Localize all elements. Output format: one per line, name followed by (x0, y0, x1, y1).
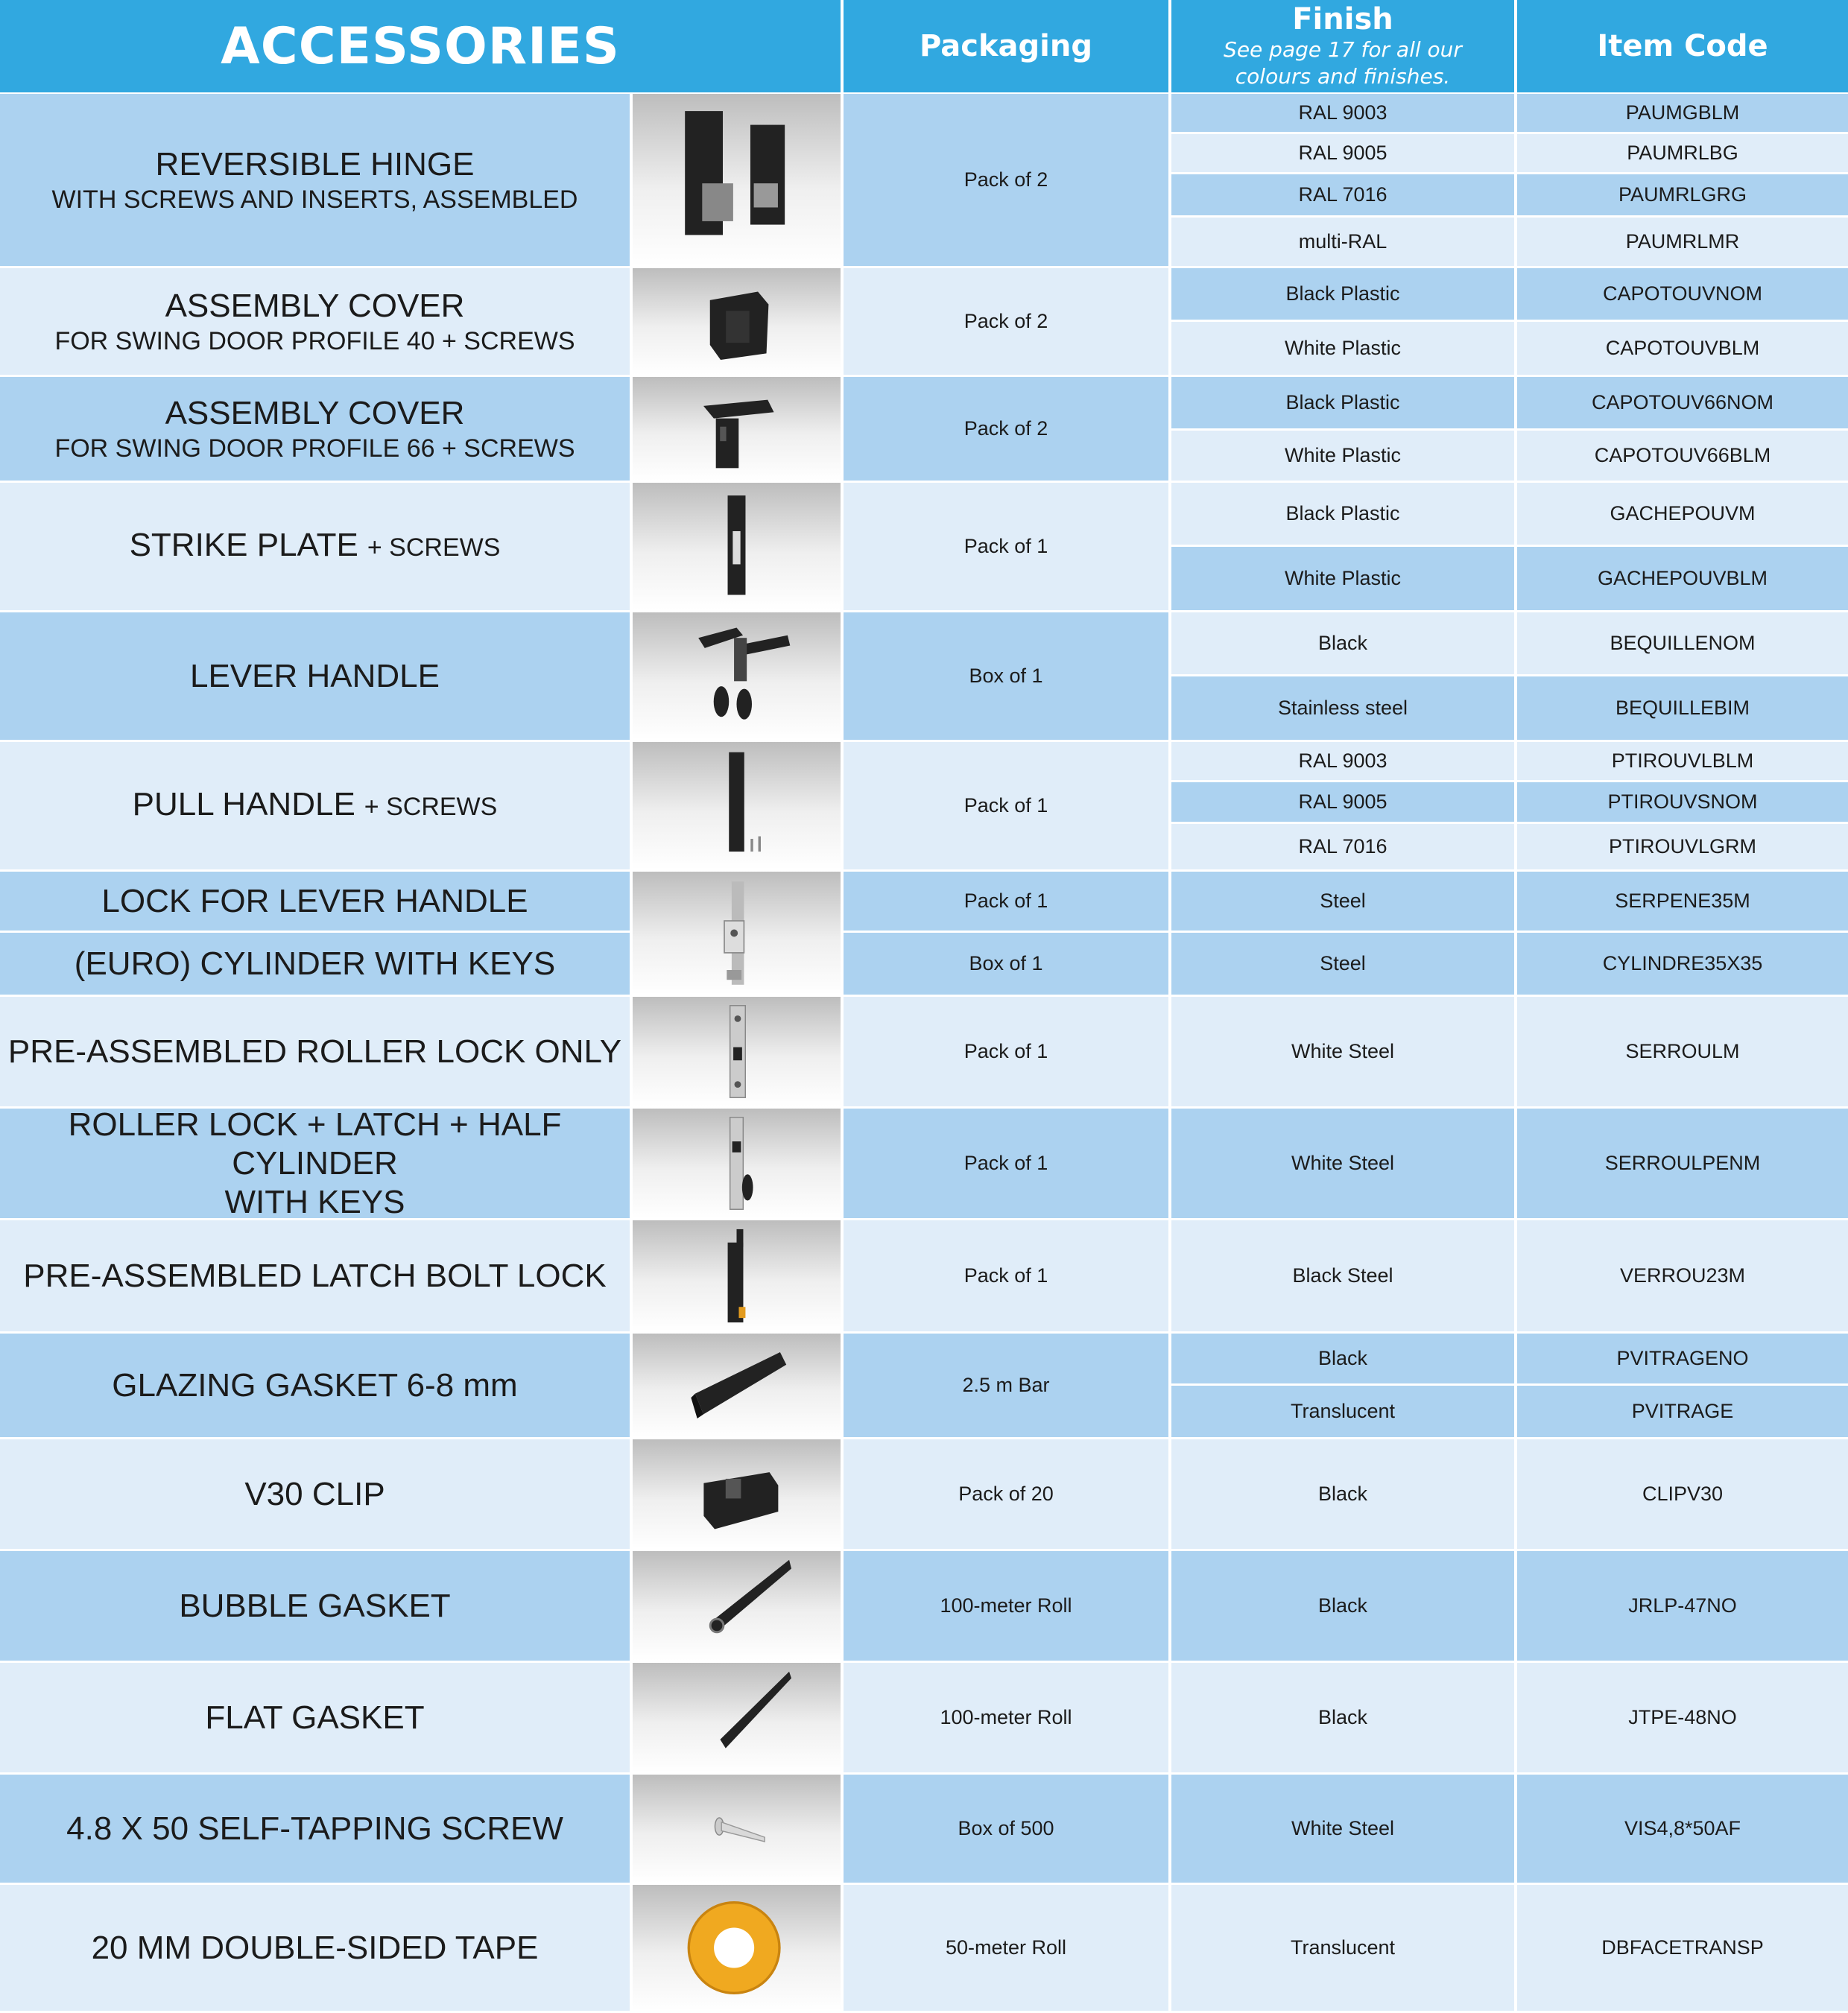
finish-cell (1171, 742, 1514, 780)
product-photo (633, 1439, 841, 1549)
product-photo (633, 1663, 841, 1772)
finish-value: RAL 9003 (1298, 101, 1387, 124)
finish-cell (1171, 1663, 1514, 1772)
bubble-gasket-icon (633, 1551, 841, 1661)
item-code-value: BEQUILLEBIM (1615, 697, 1750, 719)
finish-cell (1171, 134, 1514, 172)
product-name-cell (0, 933, 630, 995)
item-code-cell (1517, 377, 1848, 428)
product-name-text: GLAZING GASKET 6-8 mm (112, 1366, 518, 1404)
item-code-value: SERROULPENM (1604, 1152, 1761, 1174)
finish-cell (1171, 174, 1514, 215)
product-photo (633, 377, 841, 481)
finish-value: White Steel (1291, 1040, 1395, 1062)
product-photo (633, 1885, 841, 2011)
finish-cell (1171, 872, 1514, 931)
finish-value: RAL 7016 (1298, 835, 1387, 857)
item-code-value: CYLINDRE35X35 (1602, 952, 1763, 974)
lever-handle-icon (633, 612, 841, 740)
packaging-value: 50-meter Roll (945, 1936, 1067, 1959)
product-name-suffix: + SCREWS (367, 533, 501, 562)
item-code-cell (1517, 933, 1848, 995)
item-code-cell (1517, 483, 1848, 545)
item-code-cell (1517, 1663, 1848, 1772)
finish-value: Black (1317, 1347, 1368, 1369)
finish-cell (1171, 431, 1514, 481)
item-code-cell (1517, 872, 1848, 931)
finish-value: Black Plastic (1285, 502, 1400, 524)
finish-value: Translucent (1290, 1936, 1396, 1959)
finish-cell (1171, 268, 1514, 320)
product-name-text: V30 CLIP (244, 1475, 385, 1512)
item-code-cell (1517, 1551, 1848, 1661)
item-code-value: PTIROUVLGRM (1608, 835, 1757, 857)
product-photo (633, 1109, 841, 1218)
packaging-cell (844, 268, 1168, 375)
item-code-value: PVITRAGE (1631, 1400, 1734, 1422)
packaging-cell (844, 1220, 1168, 1331)
finish-cell (1171, 322, 1514, 375)
product-name-cell (0, 997, 630, 1106)
item-code-value: PVITRAGENO (1616, 1347, 1749, 1369)
packaging-value: Pack of 2 (963, 417, 1048, 440)
packaging-cell (844, 377, 1168, 481)
product-name-text: STRIKE PLATE (129, 527, 358, 563)
finish-cell (1171, 782, 1514, 822)
packaging-cell (844, 1551, 1168, 1661)
roller-lock-latch-icon (633, 1109, 841, 1218)
product-name-text: PRE-ASSEMBLED ROLLER LOCK ONLY (7, 1033, 622, 1070)
finish-cell (1171, 1551, 1514, 1661)
clip-icon (633, 1439, 841, 1549)
finish-cell (1171, 1885, 1514, 2011)
finish-cell (1171, 1109, 1514, 1218)
packaging-cell (844, 1663, 1168, 1772)
glazing-gasket-icon (633, 1334, 841, 1437)
finish-cell (1171, 1439, 1514, 1549)
product-photo (633, 742, 841, 869)
item-code-cell (1517, 268, 1848, 320)
tape-roll-icon (633, 1885, 841, 2011)
finish-cell (1171, 1334, 1514, 1383)
hinge-icon (633, 94, 841, 266)
product-name-cell (0, 94, 630, 266)
header-item-code-cell (1517, 0, 1848, 92)
product-name-cell (0, 483, 630, 610)
product-name (133, 785, 498, 826)
table-title: ACCESSORIES (221, 16, 620, 76)
finish-value: Stainless steel (1277, 697, 1408, 719)
product-name-text: FLAT GASKET (205, 1699, 425, 1736)
product-name-text: LEVER HANDLE (189, 657, 440, 694)
item-code-cell (1517, 742, 1848, 780)
finish-cell (1171, 483, 1514, 545)
product-name (92, 1929, 539, 1968)
packaging-value: Pack of 20 (958, 1483, 1054, 1505)
product-photo (633, 94, 841, 266)
finish-cell (1171, 676, 1514, 740)
item-code-cell (1517, 1109, 1848, 1218)
product-name-text: BUBBLE GASKET (179, 1587, 451, 1624)
product-name-cell (0, 268, 630, 375)
product-name-cell (0, 1551, 630, 1661)
finish-note-line-2: colours and finishes. (1235, 64, 1451, 89)
cover-40-icon (633, 268, 841, 375)
item-code-value: CLIPV30 (1642, 1483, 1724, 1505)
finish-value: Black (1317, 1483, 1368, 1505)
product-name-cell (0, 1775, 630, 1883)
header-finish-cell (1171, 0, 1514, 92)
finish-value: RAL 9005 (1298, 790, 1387, 813)
product-name-cell (0, 1334, 630, 1437)
finish-cell (1171, 933, 1514, 995)
item-code-value: GACHEPOUVBLM (1597, 567, 1768, 589)
product-name (165, 287, 465, 326)
product-name (179, 1587, 450, 1626)
item-code-value: PAUMRLBG (1627, 142, 1738, 164)
item-code-cell (1517, 782, 1848, 822)
product-name-cell (0, 377, 630, 481)
finish-value: Steel (1320, 952, 1366, 974)
finish-value: Black (1317, 1706, 1368, 1728)
item-code-cell (1517, 676, 1848, 740)
finish-value: RAL 9005 (1298, 142, 1387, 164)
finish-value: White Steel (1291, 1817, 1395, 1839)
product-photo (633, 612, 841, 740)
product-name-cell (0, 1439, 630, 1549)
packaging-header: Packaging (920, 29, 1092, 63)
finish-value: White Steel (1291, 1152, 1395, 1174)
finish-cell (1171, 94, 1514, 132)
product-name (130, 526, 501, 567)
packaging-value: Box of 1 (969, 952, 1043, 974)
item-code-value: VIS4,8*50AF (1624, 1817, 1741, 1839)
item-code-cell (1517, 1386, 1848, 1437)
latch-bolt-icon (633, 1220, 841, 1331)
packaging-value: Pack of 1 (963, 794, 1048, 817)
packaging-cell (844, 1885, 1168, 2011)
finish-value: multi-RAL (1298, 230, 1387, 253)
finish-value: RAL 7016 (1298, 183, 1387, 206)
item-code-header: Item Code (1597, 29, 1768, 63)
product-name (205, 1699, 424, 1737)
product-name-cell (0, 1885, 630, 2011)
finish-value: White Plastic (1284, 337, 1402, 359)
item-code-value: PTIROUVLBLM (1611, 749, 1754, 772)
item-code-value: JRLP-47NO (1628, 1594, 1737, 1617)
pull-handle-icon (633, 742, 841, 869)
finish-cell (1171, 612, 1514, 674)
item-code-cell (1517, 322, 1848, 375)
item-code-value: PAUMGBLM (1625, 101, 1740, 124)
packaging-cell (844, 483, 1168, 610)
packaging-value: Pack of 2 (963, 310, 1048, 332)
packaging-value: Pack of 1 (963, 535, 1048, 557)
item-code-cell (1517, 1439, 1848, 1549)
finish-note-line-1: See page 17 for all our (1224, 37, 1462, 62)
product-name-line-2: WITH KEYS (224, 1183, 405, 1220)
item-code-value: BEQUILLENOM (1610, 632, 1756, 654)
finish-value: Black Plastic (1285, 282, 1400, 305)
finish-value: White Plastic (1284, 567, 1402, 589)
product-name-text: REVERSIBLE HINGE (155, 145, 475, 183)
header-packaging-cell (844, 0, 1168, 92)
finish-header: Finish (1292, 2, 1393, 37)
item-code-cell (1517, 94, 1848, 132)
product-name (23, 1257, 606, 1296)
packaging-value: Pack of 1 (963, 1264, 1048, 1287)
packaging-cell (844, 1439, 1168, 1549)
finish-cell (1171, 218, 1514, 266)
item-code-cell (1517, 1775, 1848, 1883)
product-name (8, 1033, 621, 1071)
item-code-value: CAPOTOUV66NOM (1591, 391, 1774, 413)
product-name-text: ROLLER LOCK + LATCH + HALF CYLINDER (68, 1106, 562, 1182)
packaging-cell (844, 1334, 1168, 1437)
packaging-cell (844, 612, 1168, 740)
product-name-text: LOCK FOR LEVER HANDLE (101, 882, 528, 919)
item-code-value: SERPENE35M (1615, 890, 1750, 912)
finish-value: Translucent (1290, 1400, 1396, 1422)
item-code-cell (1517, 1334, 1848, 1383)
finish-cell (1171, 377, 1514, 428)
item-code-cell (1517, 134, 1848, 172)
product-name (244, 1475, 385, 1514)
product-photo (633, 1551, 841, 1661)
lock-icon (633, 872, 841, 995)
product-name-suffix: + SCREWS (364, 793, 498, 821)
product-name (165, 394, 465, 433)
finish-cell (1171, 1775, 1514, 1883)
finish-value: White Plastic (1284, 444, 1402, 466)
product-name (0, 1106, 630, 1183)
packaging-cell (844, 94, 1168, 266)
item-code-value: CAPOTOUVNOM (1602, 282, 1763, 305)
item-code-cell (1517, 174, 1848, 215)
item-code-value: PTIROUVSNOM (1607, 790, 1758, 813)
finish-value: Black Steel (1292, 1264, 1393, 1287)
product-name-cell (0, 612, 630, 740)
item-code-value: CAPOTOUV66BLM (1594, 444, 1771, 466)
packaging-cell (844, 1775, 1168, 1883)
product-name-text: PULL HANDLE (132, 786, 355, 822)
header-title-cell (0, 0, 841, 92)
roller-lock-icon (633, 997, 841, 1106)
packaging-cell (844, 872, 1168, 931)
product-name (156, 145, 475, 184)
product-name-cell (0, 872, 630, 931)
item-code-value: VERROU23M (1619, 1264, 1746, 1287)
item-code-cell (1517, 218, 1848, 266)
finish-cell (1171, 547, 1514, 610)
product-subtitle: FOR SWING DOOR PROFILE 40 + SCREWS (54, 326, 575, 355)
product-photo (633, 483, 841, 610)
product-photo (633, 997, 841, 1106)
packaging-value: Pack of 1 (963, 1152, 1048, 1174)
finish-cell (1171, 1386, 1514, 1437)
packaging-cell (844, 742, 1168, 869)
finish-value: RAL 9003 (1298, 749, 1387, 772)
packaging-cell (844, 997, 1168, 1106)
product-photo (633, 1220, 841, 1331)
item-code-value: DBFACETRANSP (1601, 1936, 1764, 1959)
item-code-cell (1517, 431, 1848, 481)
product-photo (633, 1334, 841, 1437)
product-name (190, 657, 440, 696)
packaging-value: Pack of 1 (963, 1040, 1048, 1062)
finish-cell (1171, 1220, 1514, 1331)
item-code-value: JTPE-48NO (1628, 1706, 1737, 1728)
product-name (112, 1366, 517, 1405)
finish-value: Steel (1320, 890, 1366, 912)
packaging-value: 100-meter Roll (940, 1706, 1072, 1728)
packaging-value: Pack of 2 (963, 168, 1048, 191)
cover-66-icon (633, 377, 841, 481)
item-code-value: PAUMRLGRG (1618, 183, 1747, 206)
product-photo (633, 872, 841, 995)
finish-cell (1171, 824, 1514, 869)
flat-gasket-icon (633, 1663, 841, 1772)
item-code-cell (1517, 547, 1848, 610)
product-name-cell (0, 1663, 630, 1772)
product-subtitle: WITH SCREWS AND INSERTS, ASSEMBLED (51, 185, 578, 214)
product-name-text: (EURO) CYLINDER WITH KEYS (74, 945, 556, 982)
packaging-value: 100-meter Roll (940, 1594, 1072, 1617)
product-name-text: ASSEMBLY COVER (165, 287, 465, 324)
finish-value: Black (1317, 632, 1368, 654)
packaging-value: 2.5 m Bar (962, 1374, 1050, 1396)
product-name (75, 945, 555, 983)
strike-plate-icon (633, 483, 841, 610)
item-code-value: PAUMRLMR (1625, 230, 1740, 253)
product-name-cell (0, 742, 630, 869)
product-name-text: 20 MM DOUBLE-SIDED TAPE (91, 1929, 539, 1966)
item-code-value: SERROULM (1625, 1040, 1740, 1062)
product-name-cell (0, 1220, 630, 1331)
screw-icon (633, 1775, 841, 1883)
product-name (66, 1810, 563, 1848)
product-photo (633, 268, 841, 375)
product-photo (633, 1775, 841, 1883)
product-name-cell (0, 1106, 630, 1220)
product-name-text: PRE-ASSEMBLED LATCH BOLT LOCK (23, 1257, 607, 1294)
finish-cell (1171, 997, 1514, 1106)
finish-value: Black (1317, 1594, 1368, 1617)
packaging-value: Box of 1 (969, 665, 1043, 687)
product-name-text: ASSEMBLY COVER (165, 394, 465, 431)
product-name-text: 4.8 X 50 SELF-TAPPING SCREW (66, 1810, 563, 1847)
packaging-cell (844, 933, 1168, 995)
packaging-value: Pack of 1 (963, 890, 1048, 912)
item-code-cell (1517, 824, 1848, 869)
item-code-cell (1517, 1220, 1848, 1331)
finish-value: Black Plastic (1285, 391, 1400, 413)
product-name (101, 882, 528, 921)
packaging-cell (844, 1109, 1168, 1218)
item-code-cell (1517, 1885, 1848, 2011)
item-code-cell (1517, 612, 1848, 674)
item-code-cell (1517, 997, 1848, 1106)
item-code-value: GACHEPOUVM (1610, 502, 1756, 524)
item-code-value: CAPOTOUVBLM (1605, 337, 1760, 359)
product-subtitle: FOR SWING DOOR PROFILE 66 + SCREWS (54, 434, 575, 463)
packaging-value: Box of 500 (958, 1817, 1054, 1839)
